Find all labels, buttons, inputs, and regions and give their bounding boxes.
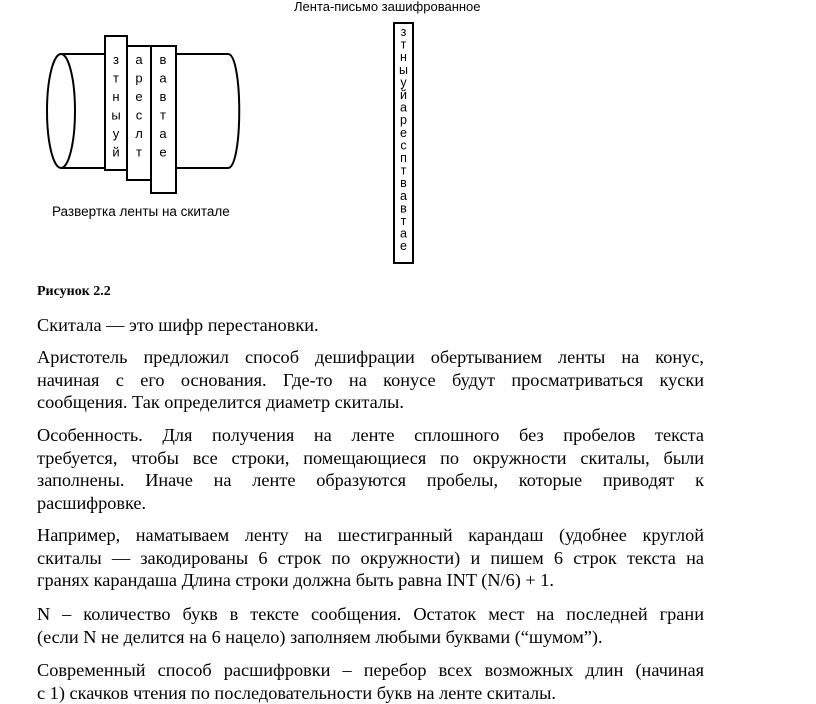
tape-letter: р <box>400 113 407 127</box>
text-line: Особенность. Для получения на ленте сплошного без пробелов текста <box>37 424 704 447</box>
tape-letter: е <box>400 126 407 140</box>
wrapped-letter: т <box>136 145 142 160</box>
paragraph <box>37 603 704 648</box>
wrapped-letter: с <box>136 108 143 123</box>
scytale-drawing <box>0 0 816 290</box>
wrapped-letter: е <box>159 145 166 160</box>
wrapped-letter: в <box>160 89 167 104</box>
paragraph <box>37 524 704 592</box>
text-line: расшифровке. <box>37 492 704 515</box>
tape-letter: ы <box>399 63 408 77</box>
wrapped-letter: е <box>135 89 142 104</box>
cylinder-left-end <box>47 54 75 168</box>
text-line: требуется, чтобы все строки, помещающиеся по окружности скиталы, были <box>37 447 704 470</box>
tape-letter: й <box>400 88 407 102</box>
cylinder-right-end <box>228 54 239 168</box>
text-line: скиталы — закодированы 6 строк по окружности) и пишем 6 строк текста на <box>37 547 704 570</box>
tape-letter: в <box>400 201 407 215</box>
unwrap-caption: Развертка ленты на скитале <box>52 204 230 219</box>
tape-title: Лента-письмо зашифрованное <box>294 0 481 14</box>
text-line: сообщения. Так определится диаметр скиталы. <box>37 391 704 414</box>
tape-letter: п <box>400 151 407 165</box>
tape-letter: а <box>400 189 407 203</box>
text-line: Аристотель предложил способ дешифрации обертыванием ленты на конус, <box>37 346 704 369</box>
paragraph <box>37 424 704 514</box>
wrapped-letter: н <box>112 89 119 104</box>
tape-letter: в <box>400 176 407 190</box>
tape-letter: а <box>400 227 407 241</box>
wrapped-letter: р <box>135 71 142 86</box>
tape-letter: т <box>401 214 407 228</box>
wrapped-letter: т <box>113 71 119 86</box>
scytale-figure <box>0 0 816 290</box>
text-line: Например, наматываем ленту на шестигранный карандаш (удобнее круглой <box>37 524 704 547</box>
wrapped-letter: а <box>159 71 167 86</box>
wrapped-letter: л <box>135 126 143 141</box>
figure-caption: Рисунок 2.2 <box>37 284 111 300</box>
tape-letter: т <box>401 38 407 52</box>
paragraph <box>37 346 704 414</box>
text-line: Современный способ расшифровки – перебор всех возможных длин (начиная <box>37 659 704 682</box>
text-line: с 1) скачков чтения по последовательности букв на ленте скиталы. <box>37 682 704 704</box>
tape-letter: с <box>400 138 406 152</box>
tape-letter: з <box>401 25 407 39</box>
text-line: Скитала — это шифр перестановки. <box>37 314 704 337</box>
paragraph <box>37 659 704 704</box>
text-line: (если N не делится на 6 нацело) заполняем любыми буквами (“шумом”). <box>37 626 704 649</box>
text-line: N – количество букв в тексте сообщения. Остаток мест на последней грани <box>37 603 704 626</box>
tape-letter: у <box>400 75 407 89</box>
text-line: заполнены. Иначе на ленте образуются пробелы, которые приводят к <box>37 469 704 492</box>
text-line: начиная с его основания. Где-то на конусе будут просматриваться куски <box>37 369 704 392</box>
wrapped-letter: т <box>160 108 166 123</box>
tape-letter: е <box>400 239 407 253</box>
tape-letter: а <box>400 101 407 115</box>
paragraph <box>37 314 704 337</box>
wrapped-letter: а <box>135 52 143 67</box>
wrapped-letter: з <box>113 52 119 67</box>
wrapped-letter: а <box>159 126 167 141</box>
wrapped-letter: в <box>160 52 167 67</box>
wrapped-letter: у <box>113 126 120 141</box>
tape-letter: т <box>401 164 407 178</box>
wrapped-letter: й <box>112 145 119 160</box>
text-line: гранях карандаша Длина строки должна быть равна INT (N/6) + 1. <box>37 569 704 592</box>
wrapped-letter: ы <box>111 108 120 123</box>
tape-letter: н <box>400 50 407 64</box>
